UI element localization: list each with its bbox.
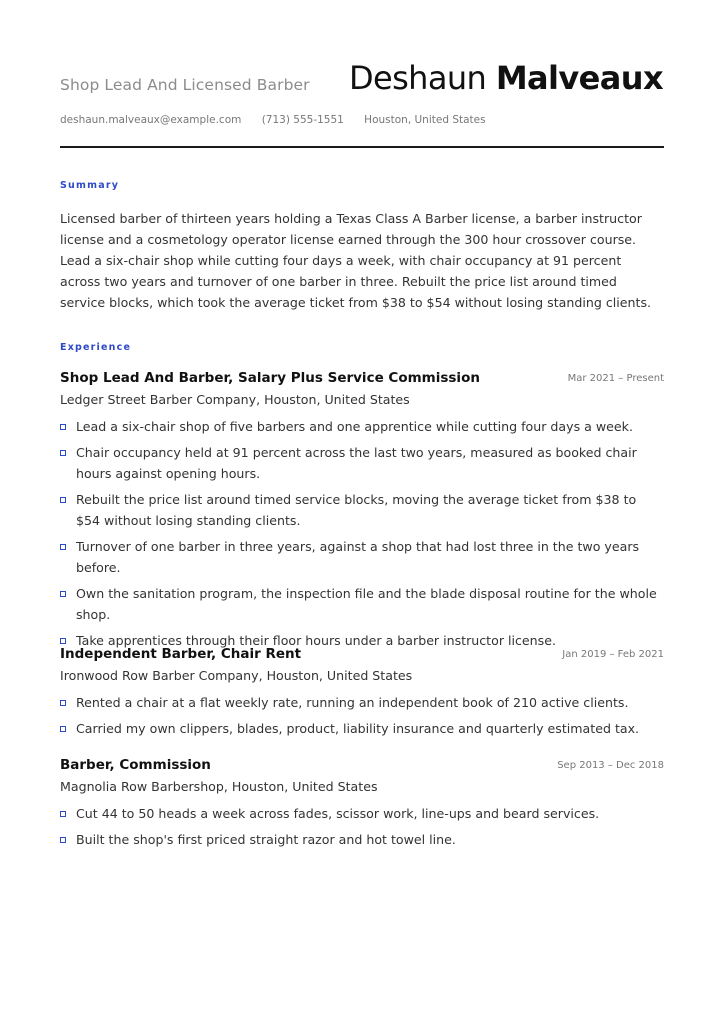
candidate-name (349, 56, 663, 100)
last-name: Malveaux (495, 59, 663, 97)
job-entry (60, 370, 664, 656)
bullet-text: Turnover of one barber in three years, against a shop that had lost three in the two years before. (76, 539, 640, 575)
job-subtitle: Shop Lead And Licensed Barber (60, 76, 310, 94)
job-bullet (60, 536, 664, 578)
job-bullets (60, 416, 664, 651)
job-dates: Mar 2021 – Present (567, 373, 664, 384)
contact-location: Houston, United States (364, 114, 486, 126)
bullet-text: Carried my own clippers, blades, product, liability insurance and quarterly estimated tax. (76, 721, 640, 736)
job-header (60, 757, 664, 777)
square-bullet-icon (60, 811, 66, 817)
square-bullet-icon (60, 450, 66, 456)
job-bullets (60, 692, 664, 739)
job-bullet (60, 829, 664, 850)
job-bullet (60, 416, 664, 437)
square-bullet-icon (60, 726, 66, 732)
summary-heading: Summary (60, 180, 120, 191)
contact-email[interactable]: deshaun.malveaux@example.com (60, 114, 242, 126)
job-header (60, 370, 664, 390)
job-entry (60, 757, 664, 855)
bullet-text: Rebuilt the price list around timed service blocks, moving the average ticket from $38 to $54 without losing standing clients. (76, 492, 637, 528)
job-bullet (60, 583, 664, 625)
bullet-text: Chair occupancy held at 91 percent across the last two years, measured as booked chair hours against opening hours. (76, 445, 637, 481)
resume-header (60, 56, 664, 100)
summary-text: Licensed barber of thirteen years holding a Texas Class A Barber license, a barber instructor license and a cosmetology operator license earned through the 300 hour crossover course. Lead a six-chair shop while cutting four days a week, with chair occupancy at 91 percent across two years and turnover of one barber in three. Rebuilt the price list around timed service blocks, which took the average ticket from $38 to $54 without losing standing clients. (60, 211, 652, 310)
square-bullet-icon (60, 544, 66, 550)
bullet-text: Own the sanitation program, the inspection file and the blade disposal routine for the whole shop. (76, 586, 657, 622)
job-entry (60, 646, 664, 744)
job-company: Ledger Street Barber Company, Houston, United States (60, 392, 410, 407)
header-divider (60, 146, 664, 148)
job-bullets (60, 803, 664, 850)
square-bullet-icon (60, 497, 66, 503)
experience-heading: Experience (60, 342, 132, 353)
job-header (60, 646, 664, 666)
job-bullet (60, 803, 664, 824)
job-bullet (60, 718, 664, 739)
square-bullet-icon (60, 424, 66, 430)
job-title: Independent Barber, Chair Rent (60, 646, 302, 662)
job-dates: Jan 2019 – Feb 2021 (562, 649, 664, 660)
contact-phone[interactable]: (713) 555-1551 (261, 114, 344, 126)
job-bullet (60, 442, 664, 484)
job-dates: Sep 2013 – Dec 2018 (557, 760, 664, 771)
square-bullet-icon (60, 837, 66, 843)
bullet-text: Cut 44 to 50 heads a week across fades, scissor work, line-ups and beard services. (76, 806, 600, 821)
job-bullet (60, 489, 664, 531)
square-bullet-icon (60, 700, 66, 706)
square-bullet-icon (60, 591, 66, 597)
job-title: Shop Lead And Barber, Salary Plus Service Commission (60, 370, 480, 386)
bullet-text: Rented a chair at a flat weekly rate, running an independent book of 210 active clients. (76, 695, 629, 710)
bullet-text: Take apprentices through their floor hours under a barber instructor license. (76, 633, 556, 648)
bullet-text: Lead a six-chair shop of five barbers and one apprentice while cutting four days a week. (76, 419, 633, 434)
square-bullet-icon (60, 638, 66, 644)
bullet-text: Built the shop's first priced straight razor and hot towel line. (76, 832, 456, 847)
contact-line (60, 114, 503, 126)
job-company: Magnolia Row Barbershop, Houston, United States (60, 779, 378, 794)
job-company: Ironwood Row Barber Company, Houston, United States (60, 668, 413, 683)
job-title: Barber, Commission (60, 757, 211, 773)
first-name: Deshaun (348, 59, 487, 97)
job-bullet (60, 692, 664, 713)
